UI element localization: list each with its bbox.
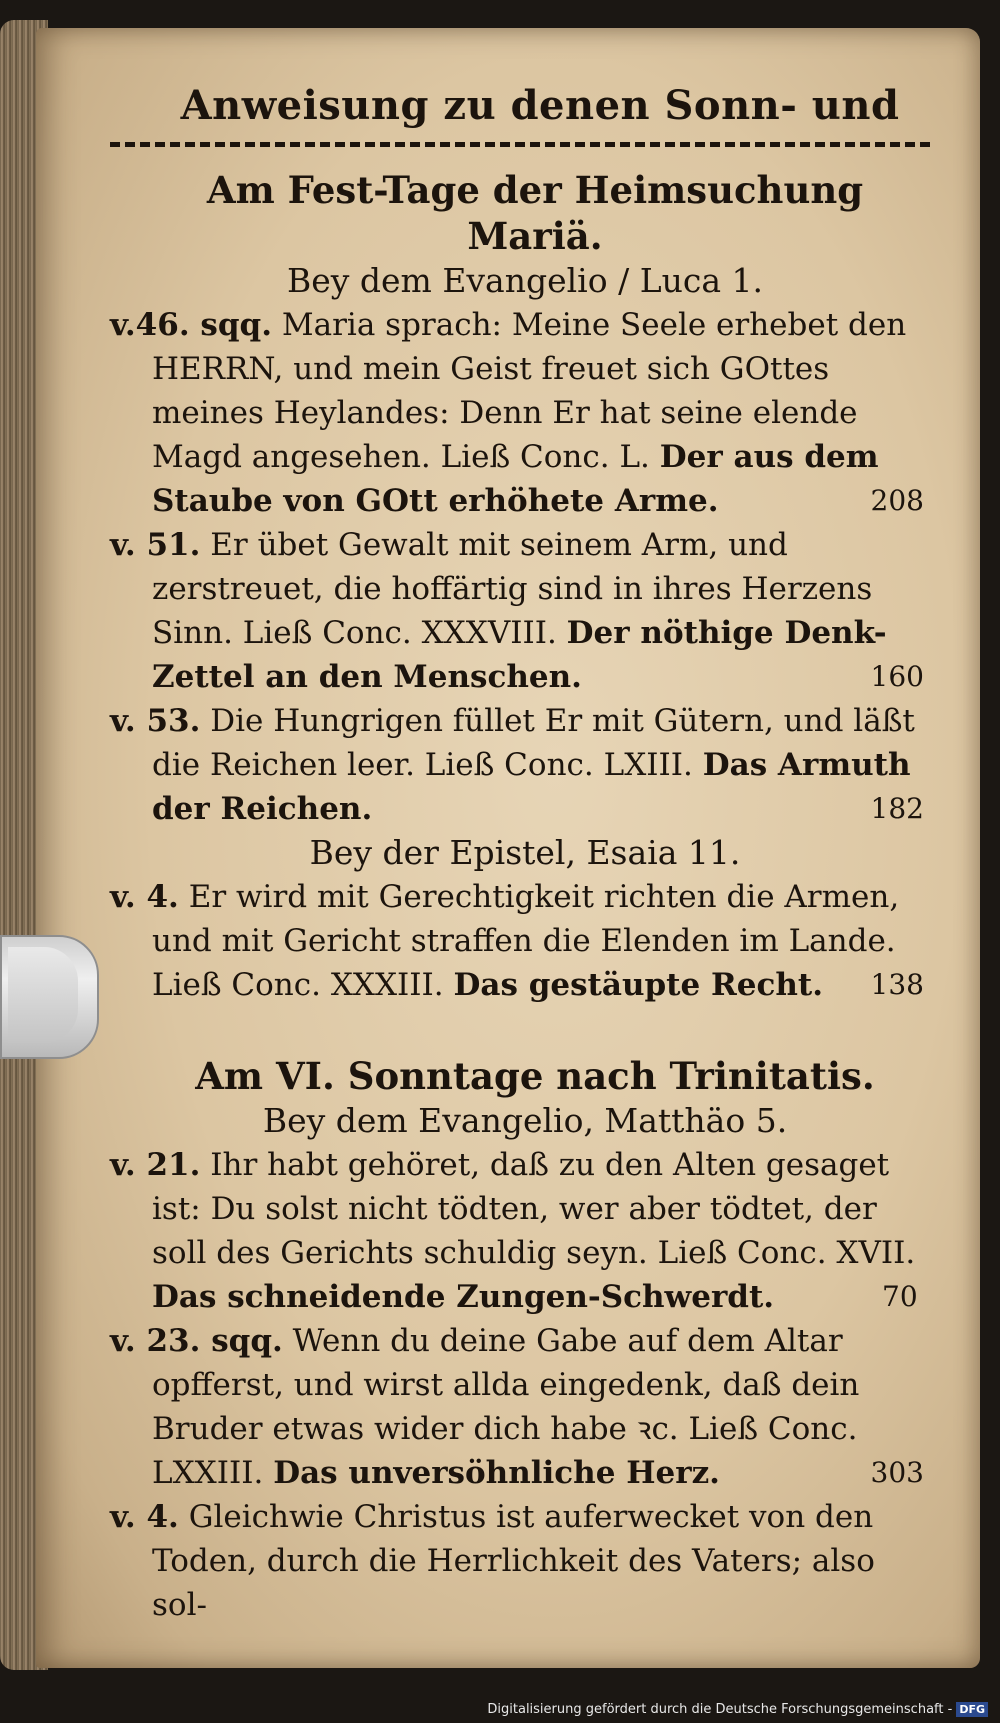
sermon-theme: Der nöthige Denk-Zettel an den Menschen.: [152, 615, 887, 695]
page-reference: 208: [870, 484, 924, 517]
verse-entry: [110, 875, 930, 1007]
book-clasp: [0, 935, 99, 1059]
sermon-theme: Das unversöhnliche Herz.: [273, 1455, 720, 1491]
sermon-theme: Das schneidende Zungen-Schwerdt.: [152, 1279, 775, 1315]
verse-entry: [110, 523, 930, 699]
verse-text: Gleichwie Christus ist auferwecket von den Toden, durch die Herrlichkeit des Vaters; also sol-: [152, 1499, 875, 1623]
page-content: [110, 78, 930, 1627]
verse-number: v. 23. sqq.: [110, 1323, 283, 1359]
credit-text: Digitalisierung gefördert durch die Deutsche Forschungsgemeinschaft -: [487, 1702, 953, 1717]
page-reference: 303: [870, 1456, 924, 1489]
subsection-title: Bey der Epistel, Esaia 11.: [309, 833, 741, 872]
verse-entry: v. 21. Ihr habt gehöret, daß zu den Alten gesaget ist: Du solst nicht tödten, wer aber tödtet, der soll des Gerichts schuldig seyn. Ließ Conc. XVII. Das schneidende Zungen-Schwerdt. 70: [110, 1147, 918, 1315]
verse-entry: [110, 303, 930, 523]
section-title: Am VI. Sonntage nach Trinitatis.: [195, 1054, 875, 1098]
running-head: Anweisung zu denen Sonn- und: [180, 82, 900, 129]
sermon-theme: Das gestäupte Recht.: [453, 967, 824, 1003]
verse-text: Er übet Gewalt mit seinem Arm, und zerstreuet, die hoffärtig sind in ihres Herzens Sinn. Ließ Conc. XXXVIII.: [152, 527, 873, 651]
subsection-title: Bey dem Evangelio, Matthäo 5.: [262, 1101, 788, 1140]
page-reference: 182: [870, 792, 924, 825]
digitization-credit: [487, 1702, 988, 1717]
section-title: Am Fest-Tage der Heimsuchung Mariä.: [206, 168, 864, 258]
verse-number: v. 4.: [110, 879, 179, 915]
dfg-logo: DFG: [956, 1702, 988, 1717]
verse-text: Er wird mit Gerechtigkeit richten die Armen, und mit Gericht straffen die Elenden im Lande. Ließ Conc. XXXIII.: [152, 879, 900, 1003]
verse-entry: [110, 1495, 930, 1627]
verse-entry: [110, 1319, 930, 1495]
verse-number: v.46. sqq.: [110, 307, 273, 343]
page-reference: 160: [870, 660, 924, 693]
sermon-theme: Der aus dem Staube von GOtt erhöhete Arme.: [152, 439, 879, 519]
verse-number: v. 53.: [110, 703, 201, 739]
verse-number: v. 51.: [110, 527, 201, 563]
verse-text: Die Hungrigen füllet Er mit Gütern, und läßt die Reichen leer. Ließ Conc. LXIII.: [152, 703, 915, 783]
verse-text: Maria sprach: Meine Seele erhebet den HERRN, und mein Geist freuet sich GOttes meines Heylandes: Denn Er hat seine elende Magd angesehen. Ließ Conc. L.: [152, 307, 907, 475]
verse-text: Ihr habt gehöret, daß zu den Alten gesaget ist: Du solst nicht tödten, wer aber tödtet, der soll des Gerichts schuldig seyn. Ließ Conc. XVII.: [152, 1147, 916, 1271]
verse-text: Wenn du deine Gabe auf dem Altar opfferst, und wirst allda eingedenk, daß dein Bruder etwas wider dich habe ꝛc. Ließ Conc. LXXIII.: [152, 1323, 860, 1491]
sermon-theme: Das Armuth der Reichen.: [152, 747, 911, 827]
verse-number: v. 21.: [110, 1147, 201, 1183]
subsection-title: Bey dem Evangelio / Luca 1.: [286, 261, 764, 300]
verse-number: v. 4.: [110, 1499, 179, 1535]
verse-entry: [110, 699, 930, 831]
page-reference: 138: [870, 968, 924, 1001]
header-rule: [110, 142, 930, 147]
